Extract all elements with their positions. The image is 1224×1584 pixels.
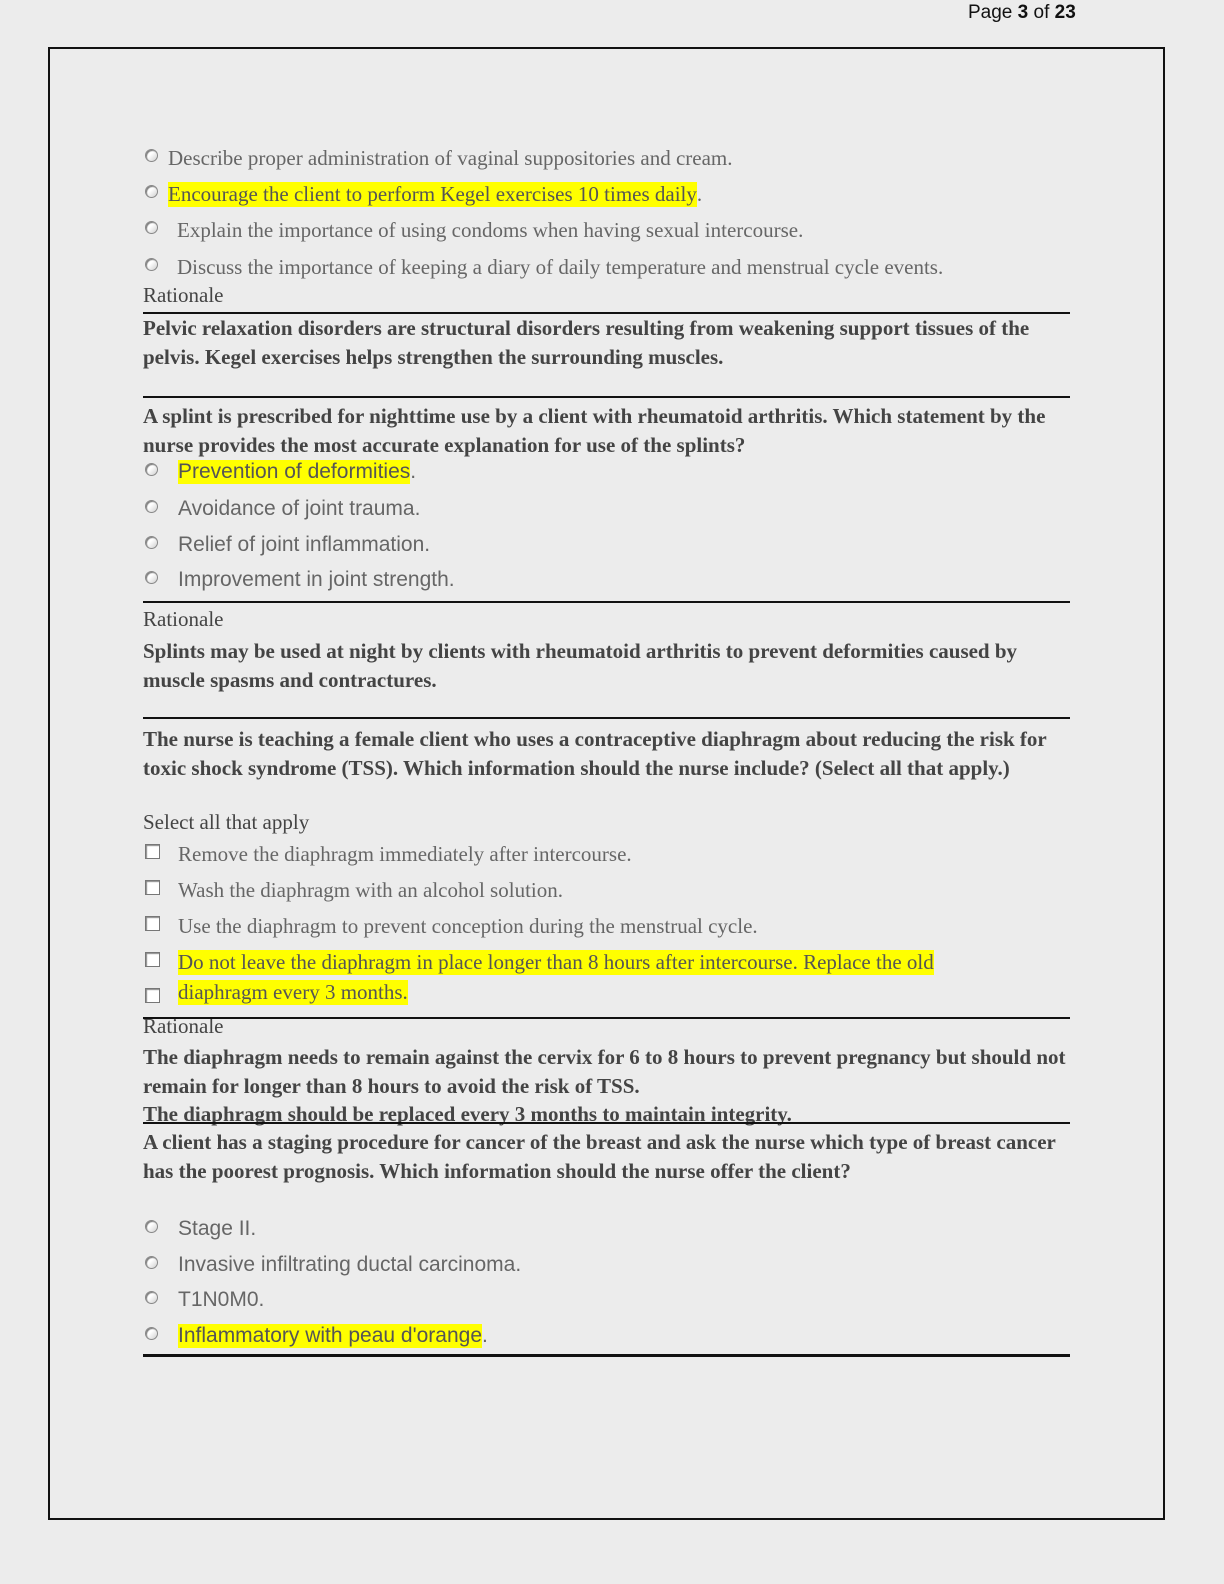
q1-option-2-suffix: . — [696, 182, 703, 206]
q1-option-3-label: Explain the importance of using condoms when having sexual intercourse. — [177, 218, 804, 242]
q1-option-4-label: Discuss the importance of keeping a diary of daily temperature and menstrual cycle events. — [177, 255, 944, 279]
q3-option-5[interactable] — [145, 980, 408, 1005]
q4-option-2-label: Invasive infiltrating ductal carcinoma. — [178, 1253, 522, 1276]
q2-option-3[interactable] — [145, 533, 430, 557]
q3-option-2-label: Wash the diaphragm with an alcohol solution. — [178, 878, 563, 902]
checkbox[interactable] — [145, 880, 160, 895]
q2-question: A splint is prescribed for nighttime use by a client with rheumatoid arthritis. Which statement by the nurse provides the most accurate explanation for use of the splints? — [143, 404, 1046, 457]
q3-option-4-label: Do not leave the diaphragm in place longer than 8 hours after intercourse. Replace the old — [178, 950, 934, 974]
divider — [143, 1354, 1070, 1357]
q3-question: The nurse is teaching a female client who uses a contraceptive diaphragm about reducing the risk for toxic shock syndrome (TSS). Which information should the nurse include? (Select all that apply.) — [143, 727, 1047, 780]
q2-rationale-label: Rationale — [143, 607, 224, 631]
radio-button[interactable] — [145, 1327, 158, 1340]
page-word: Page — [968, 2, 1013, 23]
divider — [143, 1017, 1070, 1019]
q2-option-2[interactable] — [145, 497, 420, 521]
q2-option-4-label: Improvement in joint strength. — [178, 568, 455, 591]
radio-button[interactable] — [145, 536, 158, 549]
q3-option-2[interactable] — [145, 878, 563, 903]
q3-rationale-text: The diaphragm needs to remain against the cervix for 6 to 8 hours to prevent pregnancy but should not remain for longer than 8 hours to avoid the risk of TSS. — [143, 1045, 1066, 1098]
q1-option-1-label: Describe proper administration of vaginal suppositories and cream. — [168, 146, 733, 170]
q4-option-1[interactable] — [145, 1217, 256, 1241]
radio-button[interactable] — [145, 463, 158, 476]
q2-option-2-label: Avoidance of joint trauma. — [178, 497, 421, 520]
divider — [143, 717, 1070, 719]
q2-option-4[interactable] — [145, 568, 455, 592]
q3-option-5-label: diaphragm every 3 months. — [178, 980, 408, 1004]
q2-option-1-label: Prevention of deformities — [178, 460, 411, 483]
q2-option-1-suffix: . — [410, 460, 417, 483]
q1-option-2[interactable] — [145, 182, 702, 207]
q3-instruction: Select all that apply — [143, 810, 310, 834]
radio-button[interactable] — [145, 149, 158, 162]
q1-rationale-label: Rationale — [143, 283, 224, 307]
q4-option-1-label: Stage II. — [178, 1217, 257, 1240]
q3-option-1[interactable] — [145, 842, 632, 867]
q3-option-4[interactable] — [145, 950, 934, 975]
q4-option-4-suffix: . — [482, 1324, 488, 1347]
q4-option-3[interactable] — [145, 1288, 264, 1312]
q4-option-4-label: Inflammatory with peau d'orange — [178, 1324, 483, 1347]
q3-option-3-label: Use the diaphragm to prevent conception during the menstrual cycle. — [178, 914, 758, 938]
q1-option-1[interactable] — [145, 146, 733, 171]
q1-option-2-label: Encourage the client to perform Kegel exercises 10 times daily — [168, 182, 697, 206]
q2-rationale-text: Splints may be used at night by clients with rheumatoid arthritis to prevent deformities caused by muscle spasms and contractures. — [143, 639, 1018, 692]
checkbox[interactable] — [145, 988, 160, 1003]
divider — [143, 396, 1070, 398]
radio-button[interactable] — [145, 1291, 158, 1304]
q2-option-3-label: Relief of joint inflammation. — [178, 533, 431, 556]
radio-button[interactable] — [145, 1256, 158, 1269]
q1-option-3[interactable] — [145, 218, 803, 243]
radio-button[interactable] — [145, 571, 158, 584]
q3-option-1-label: Remove the diaphragm immediately after intercourse. — [178, 842, 632, 866]
radio-button[interactable] — [145, 258, 158, 271]
q3-rationale-text-2: The diaphragm should be replaced every 3 months to maintain integrity. — [143, 1102, 792, 1126]
q4-option-3-label: T1N0M0. — [178, 1288, 265, 1311]
divider — [143, 1122, 1070, 1124]
checkbox[interactable] — [145, 844, 160, 859]
page-total: 23 — [1054, 2, 1076, 23]
page-of: of — [1033, 2, 1050, 23]
checkbox[interactable] — [145, 916, 160, 931]
checkbox[interactable] — [145, 952, 160, 967]
q4-option-2[interactable] — [145, 1253, 521, 1277]
radio-button[interactable] — [145, 221, 158, 234]
q3-option-3[interactable] — [145, 914, 758, 939]
radio-button[interactable] — [145, 500, 158, 513]
q1-rationale-text: Pelvic relaxation disorders are structural disorders resulting from weakening support tissues of the pelvis. Kegel exercises helps strengthen the surrounding muscles. — [143, 316, 1030, 369]
q2-option-1[interactable] — [145, 460, 416, 484]
radio-button[interactable] — [145, 1220, 158, 1233]
radio-button[interactable] — [145, 185, 158, 198]
q4-question: A client has a staging procedure for cancer of the breast and ask the nurse which type of breast cancer has the poorest prognosis. Which information should the nurse offer the client? — [143, 1130, 1056, 1183]
page-current: 3 — [1017, 2, 1029, 23]
q3-rationale-label: Rationale — [143, 1014, 224, 1038]
q4-option-4[interactable] — [145, 1324, 488, 1348]
divider — [143, 601, 1070, 603]
q1-option-4[interactable] — [145, 255, 943, 280]
page-number — [968, 2, 1076, 24]
